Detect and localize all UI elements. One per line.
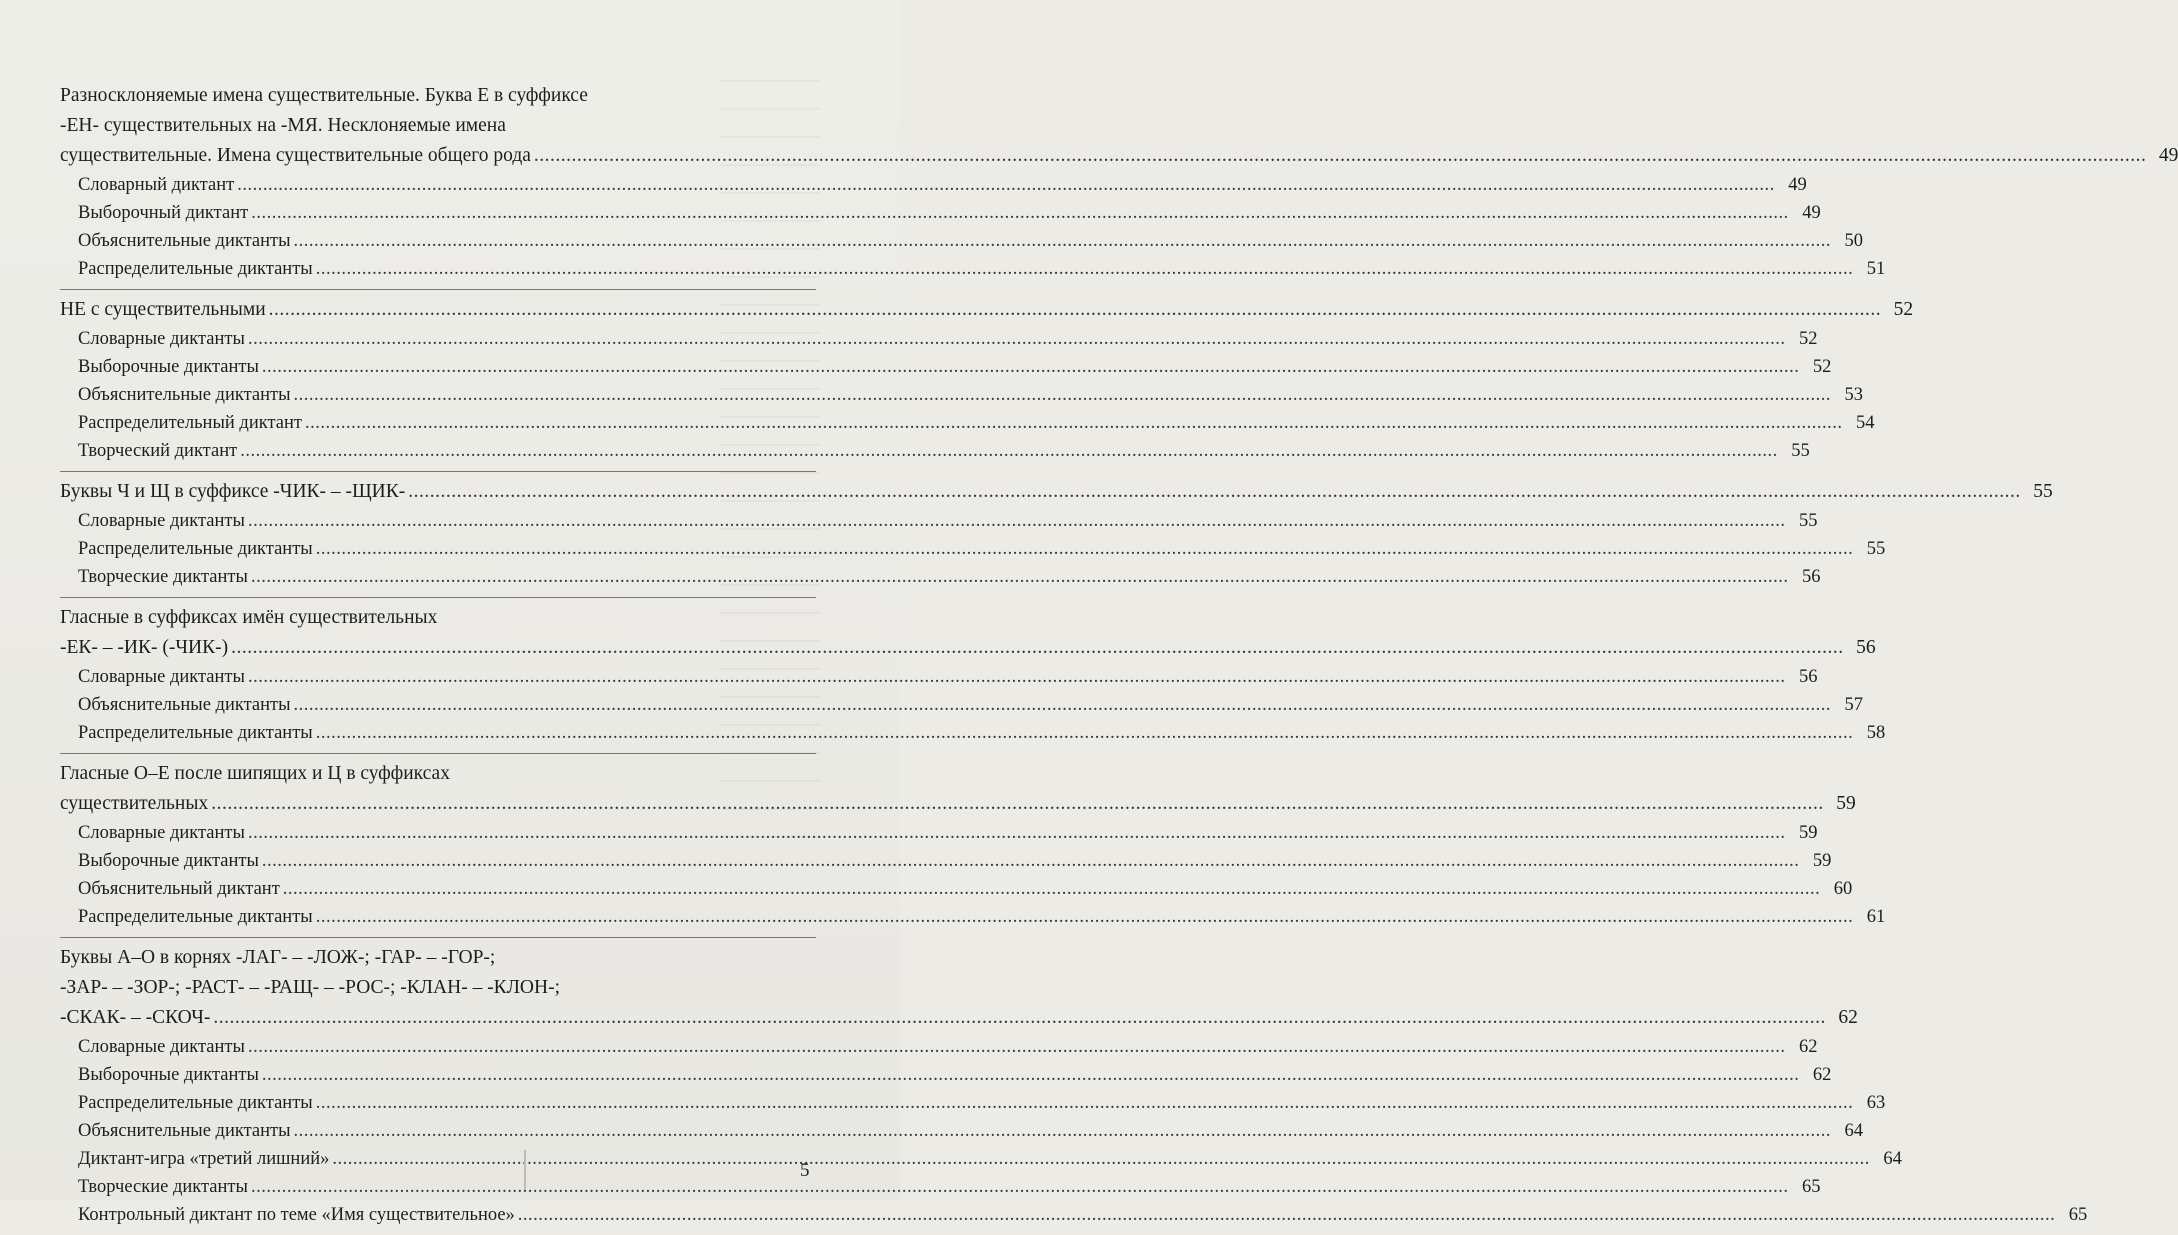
section-page: 52 [1893,299,1914,320]
dot-leader [294,1117,1832,1145]
entry-label: Творческие диктанты [78,1177,248,1197]
entry-page: 59 [1812,851,1832,871]
section-title-line: Гласные О–Е после шипящих и Ц в суффиксах [60,763,450,784]
dot-leader [231,633,1844,663]
toc-entry[interactable] [60,1201,2088,1229]
section-page: 56 [1856,637,1876,658]
table-of-contents [60,76,2178,1235]
section-title: -ЕК- – -ИК- (-ЧИК-) [60,637,229,658]
entry-label: Распределительные диктанты [78,1093,313,1113]
toc-section [60,471,2053,597]
dot-leader [305,409,1843,437]
dot-leader [294,381,1832,409]
dot-leader [316,535,1854,563]
entry-label: Объяснительный диктант [78,879,280,899]
entry-label: Выборочные диктанты [78,357,259,377]
entry-page: 64 [1844,1121,1864,1141]
section-title-line: Разносклоняемые имена существительные. Буква Е в суффиксе [60,85,588,106]
toc-entry[interactable] [60,437,1810,465]
section-page: 59 [1836,793,1856,814]
dot-leader [262,353,1800,381]
toc-section-heading[interactable] [60,295,1914,325]
dot-leader [294,227,1832,255]
toc-entry[interactable] [60,353,1832,381]
section-page: 62 [1838,1007,1858,1028]
dot-leader [248,507,1786,535]
entry-page: 53 [1844,385,1864,405]
entry-label: Объяснительные диктанты [78,385,291,405]
toc-section [60,937,2088,1235]
toc-section-heading[interactable] [60,1003,1858,1033]
dot-leader [251,199,1789,227]
toc-section [60,597,1886,753]
dot-leader [251,563,1789,591]
entry-label: Объяснительные диктанты [78,231,291,251]
section-title-line: -ЕН- существительных на -МЯ. Несклоняемые имена [60,115,506,136]
entry-label: Распределительные диктанты [78,259,313,279]
toc-section [60,753,1886,937]
toc-section [60,289,1914,471]
toc-entry[interactable] [60,507,1818,535]
entry-label: Словарные диктанты [78,329,245,349]
entry-page: 59 [1798,823,1818,843]
toc-entry[interactable] [60,847,1832,875]
dot-leader [251,1173,1789,1201]
entry-page: 60 [1833,879,1853,899]
entry-page: 49 [1802,203,1821,223]
dot-leader [248,325,1786,353]
entry-page: 49 [1788,175,1807,195]
entry-page: 57 [1844,695,1864,715]
dot-leader [534,141,2147,171]
entry-label: Выборочные диктанты [78,851,259,871]
dot-leader [316,903,1854,931]
entry-page: 56 [1801,567,1821,587]
entry-page: 62 [1798,1037,1818,1057]
toc-entry[interactable] [60,1145,1902,1173]
page-number: 5 [800,1160,810,1181]
entry-label: Словарный диктант [78,175,235,195]
entry-label: Творческие диктанты [78,567,248,587]
section-title: НЕ с существительными [60,299,266,320]
section-title-line: Буквы А–О в корнях -ЛАГ- – -ЛОЖ-; -ГАР- – -ГОР-; [60,947,496,968]
entry-label: Распределительный диктант [78,413,302,433]
entry-label: Словарные диктанты [78,667,245,687]
toc-entry[interactable] [60,255,1886,283]
toc-section-heading[interactable] [60,141,2178,171]
toc-entry[interactable] [60,1061,1832,1089]
entry-label: Выборочные диктанты [78,1065,259,1085]
entry-label: Распределительные диктанты [78,907,313,927]
entry-page: 62 [1812,1065,1832,1085]
entry-page: 61 [1866,907,1886,927]
toc-entry[interactable] [60,1089,1886,1117]
toc-entry[interactable] [60,409,1875,437]
entry-label: Словарные диктанты [78,511,245,531]
dot-leader [248,663,1786,691]
section-page: 49 [2158,145,2178,166]
entry-label: Распределительные диктанты [78,539,313,559]
entry-page: 58 [1866,723,1886,743]
dot-leader [213,1003,1826,1033]
toc-section-heading[interactable] [60,477,2053,507]
section-page: 55 [2033,481,2053,502]
dot-leader [283,875,1821,903]
binding-mark [524,1150,526,1190]
entry-label: Объяснительные диктанты [78,1121,291,1141]
section-title: существительные. Имена существительные общего рода [60,145,531,166]
dot-leader [269,295,1882,325]
toc-entry[interactable] [60,903,1886,931]
entry-page: 65 [1801,1177,1821,1197]
entry-label: Словарные диктанты [78,823,245,843]
entry-page: 54 [1855,413,1875,433]
toc-entry[interactable] [60,1033,1818,1061]
entry-label: Диктант-игра «третий лишний» [78,1149,330,1169]
entry-page: 64 [1883,1149,1902,1169]
section-title-line: Гласные в суффиксах имён существительных [60,607,438,628]
toc-section-heading[interactable] [60,633,1876,663]
entry-label: Контрольный диктант по теме «Имя существительное» [78,1205,515,1225]
toc-entry[interactable] [60,563,1821,591]
entry-page: 51 [1866,259,1886,279]
dot-leader [262,1061,1800,1089]
entry-page: 52 [1798,329,1818,349]
dot-leader [316,719,1854,747]
entry-label: Распределительные диктанты [78,723,313,743]
dot-leader [240,437,1778,465]
entry-page: 56 [1798,667,1818,687]
entry-page: 50 [1844,231,1864,251]
entry-page: 65 [2068,1205,2088,1225]
dot-leader [408,477,2021,507]
section-title: существительных [60,793,209,814]
toc-entry[interactable] [60,719,1886,747]
entry-label: Творческий диктант [78,441,238,461]
dot-leader [211,789,1824,819]
entry-page: 55 [1798,511,1818,531]
toc-section [60,76,2178,289]
dot-leader [316,1089,1854,1117]
toc-entry[interactable] [60,1173,1821,1201]
toc-entry[interactable] [60,171,1807,199]
dot-leader [262,847,1800,875]
toc-entry[interactable] [60,875,1853,903]
entry-label: Объяснительные диктанты [78,695,291,715]
entry-page: 55 [1866,539,1886,559]
dot-leader [316,255,1854,283]
entry-page: 52 [1812,357,1832,377]
toc-entry[interactable] [60,227,1864,255]
section-title: Буквы Ч и Щ в суффиксе -ЧИК- – -ЩИК- [60,481,406,502]
toc-entry[interactable] [60,691,1864,719]
entry-page: 63 [1866,1093,1886,1113]
toc-entry[interactable] [60,199,1821,227]
entry-page: 55 [1791,441,1810,461]
entry-label: Словарные диктанты [78,1037,245,1057]
dot-leader [294,691,1832,719]
toc-entry[interactable] [60,325,1818,353]
section-title: -СКАК- – -СКОЧ- [60,1007,211,1028]
dot-leader [248,1033,1786,1061]
toc-entry[interactable] [60,1117,1864,1145]
toc-entry[interactable] [60,381,1864,409]
dot-leader [332,1145,1870,1173]
toc-entry[interactable] [60,819,1818,847]
dot-leader [237,171,1775,199]
toc-entry[interactable] [60,663,1818,691]
toc-entry[interactable] [60,535,1886,563]
dot-leader [248,819,1786,847]
section-title-line: -ЗАР- – -ЗОР-; -РАСТ- – -РАЩ- – -РОС-; -КЛАН- – -КЛОН-; [60,977,560,998]
toc-section-heading[interactable] [60,789,1856,819]
entry-label: Выборочный диктант [78,203,249,223]
dot-leader [518,1201,2056,1229]
